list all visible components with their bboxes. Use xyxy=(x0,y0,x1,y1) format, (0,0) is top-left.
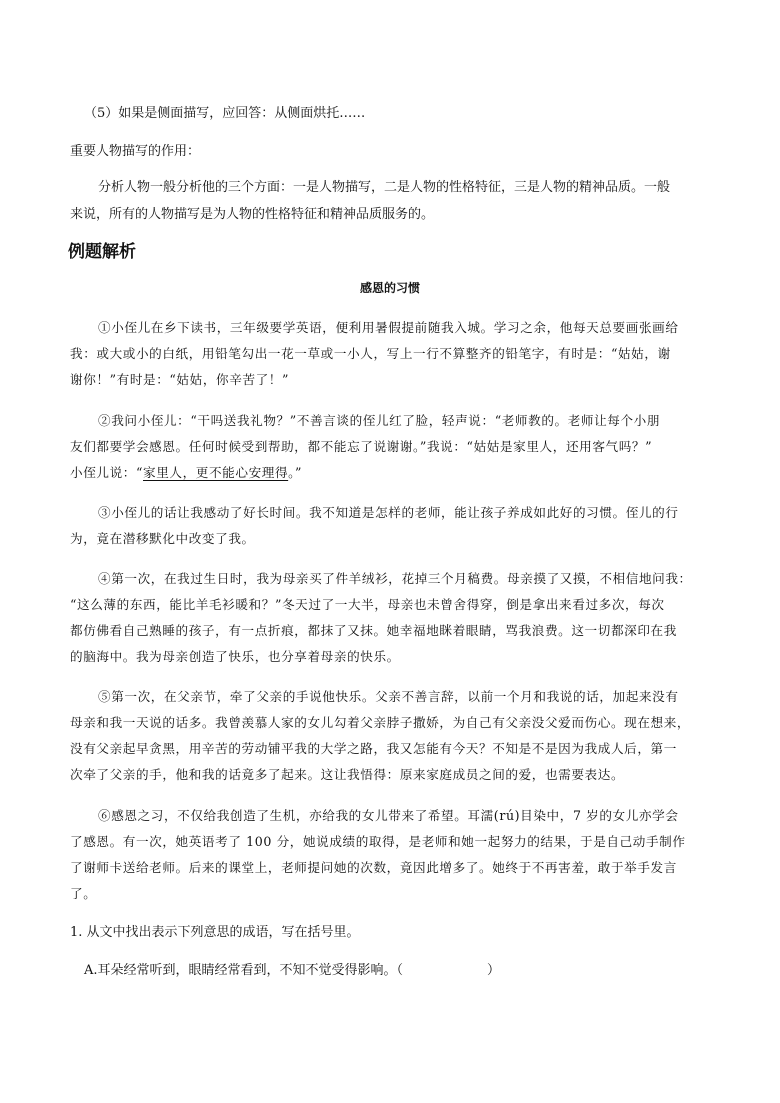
para4-line3: 都仿佛看自己熟睡的孩子，有一点折痕，都抹了又抹。她幸福地眯着眼睛，骂我浪费。这一切都深印在我 xyxy=(70,623,677,638)
para2-line3 xyxy=(70,465,302,481)
para5-line1: ⑤第一次，在父亲节，牵了父亲的手说他快乐。父亲不善言辞，以前一个月和我说的话，加起来没有 xyxy=(98,689,679,704)
para5-line4: 次牵了父亲的手，他和我的话竟多了起来。这让我悟得：原来家庭成员之间的爱，也需要表达。 xyxy=(70,767,625,782)
para5-line2: 母亲和我一天说的话多。我曾羡慕人家的女儿勾着父亲脖子撒娇，为自己有父亲没父爱而伤心。现在想来， xyxy=(70,715,691,730)
analysis-line-2: 来说，所有的人物描写是为人物的性格特征和精神品质服务的。 xyxy=(70,207,435,222)
para2-line1: ②我问小侄儿：“干吗送我礼物？”不善言谈的侄儿红了脸，轻声说：“老师教的。老师让每个小朋 xyxy=(98,413,661,428)
para6-line1: ⑥感恩之习，不仅给我创造了生机，亦给我的女儿带来了希望。耳濡(rú)目染中，7 岁的女儿亦学会 xyxy=(98,808,679,823)
para2-line3-suffix: 。” xyxy=(288,465,303,480)
para2-line3-prefix: 小侄儿说：“ xyxy=(70,465,144,480)
role-heading: 重要人物描写的作用： xyxy=(70,144,201,159)
story-title: 感恩的习惯 xyxy=(359,281,420,295)
para1-line1: ①小侄儿在乡下读书，三年级要学英语，便利用暑假提前随我入城。学习之余，他每天总要画张画给 xyxy=(98,320,679,335)
question-1a-text: A.耳朵经常听到，眼睛经常看到，不知不觉受得影响。（ xyxy=(84,963,404,978)
para3-line2: 为，竟在潜移默化中改变了我。 xyxy=(70,531,255,546)
question-1: 1. 从文中找出表示下列意思的成语，写在括号里。 xyxy=(70,925,360,940)
para2-line2: 友们都要学会感恩。任何时候受到帮助，都不能忘了说谢谢。”我说：“姑姑是家里人，还用客气吗？” xyxy=(70,439,653,454)
para4-line1: ④第一次，在我过生日时，我为母亲买了件羊绒衫，花掉三个月稿费。母亲摸了又摸，不相信地问我： xyxy=(98,571,692,586)
para1-line3: 谢你！”有时是：“姑姑，你辛苦了！” xyxy=(70,372,290,387)
underlined-quote: 家里人，更不能心安理得 xyxy=(143,465,289,480)
para5-line3: 没有父亲起早贪黑，用辛苦的劳动铺平我的大学之路，我又怎能有今天？不知是不是因为我成人后，第一 xyxy=(70,741,677,756)
para6-line3: 了谢师卡送给老师。后来的课堂上，老师提问她的次数，竟因此增多了。她终于不再害羞，敢于举手发言 xyxy=(70,860,677,875)
para4-line2: “这么薄的东西，能比羊毛衫暖和？”冬天过了一大半，母亲也未曾舍得穿，倒是拿出来看过多次，每次 xyxy=(70,597,665,612)
para6-line4: 了。 xyxy=(70,886,97,901)
analysis-line-1: 分析人物一般分析他的三个方面：一是人物描写，二是人物的性格特征，三是人物的精神品质。一般 xyxy=(98,180,671,195)
section-heading: 例题解析 xyxy=(68,242,136,262)
question-1a-close: ） xyxy=(487,963,501,978)
question-1a xyxy=(84,963,500,979)
para4-line4: 的脑海中。我为母亲创造了快乐，也分享着母亲的快乐。 xyxy=(70,649,400,664)
para3-line1: ③小侄儿的话让我感动了好长时间。我不知道是怎样的老师，能让孩子养成如此好的习惯。侄儿的行 xyxy=(98,505,679,520)
side-description-line: （5）如果是侧面描写，应回答：从侧面烘托…… xyxy=(84,106,366,121)
para1-line2: 我：或大或小的白纸，用铅笔勾出一花一草或一小人，写上一行不算整齐的铅笔字，有时是：“姑姑，谢 xyxy=(70,346,671,361)
para6-line2: 了感恩。有一次，她英语考了 100 分，她说成绩的取得，是老师和她一起努力的结果，于是自己动手制作 xyxy=(70,834,686,849)
